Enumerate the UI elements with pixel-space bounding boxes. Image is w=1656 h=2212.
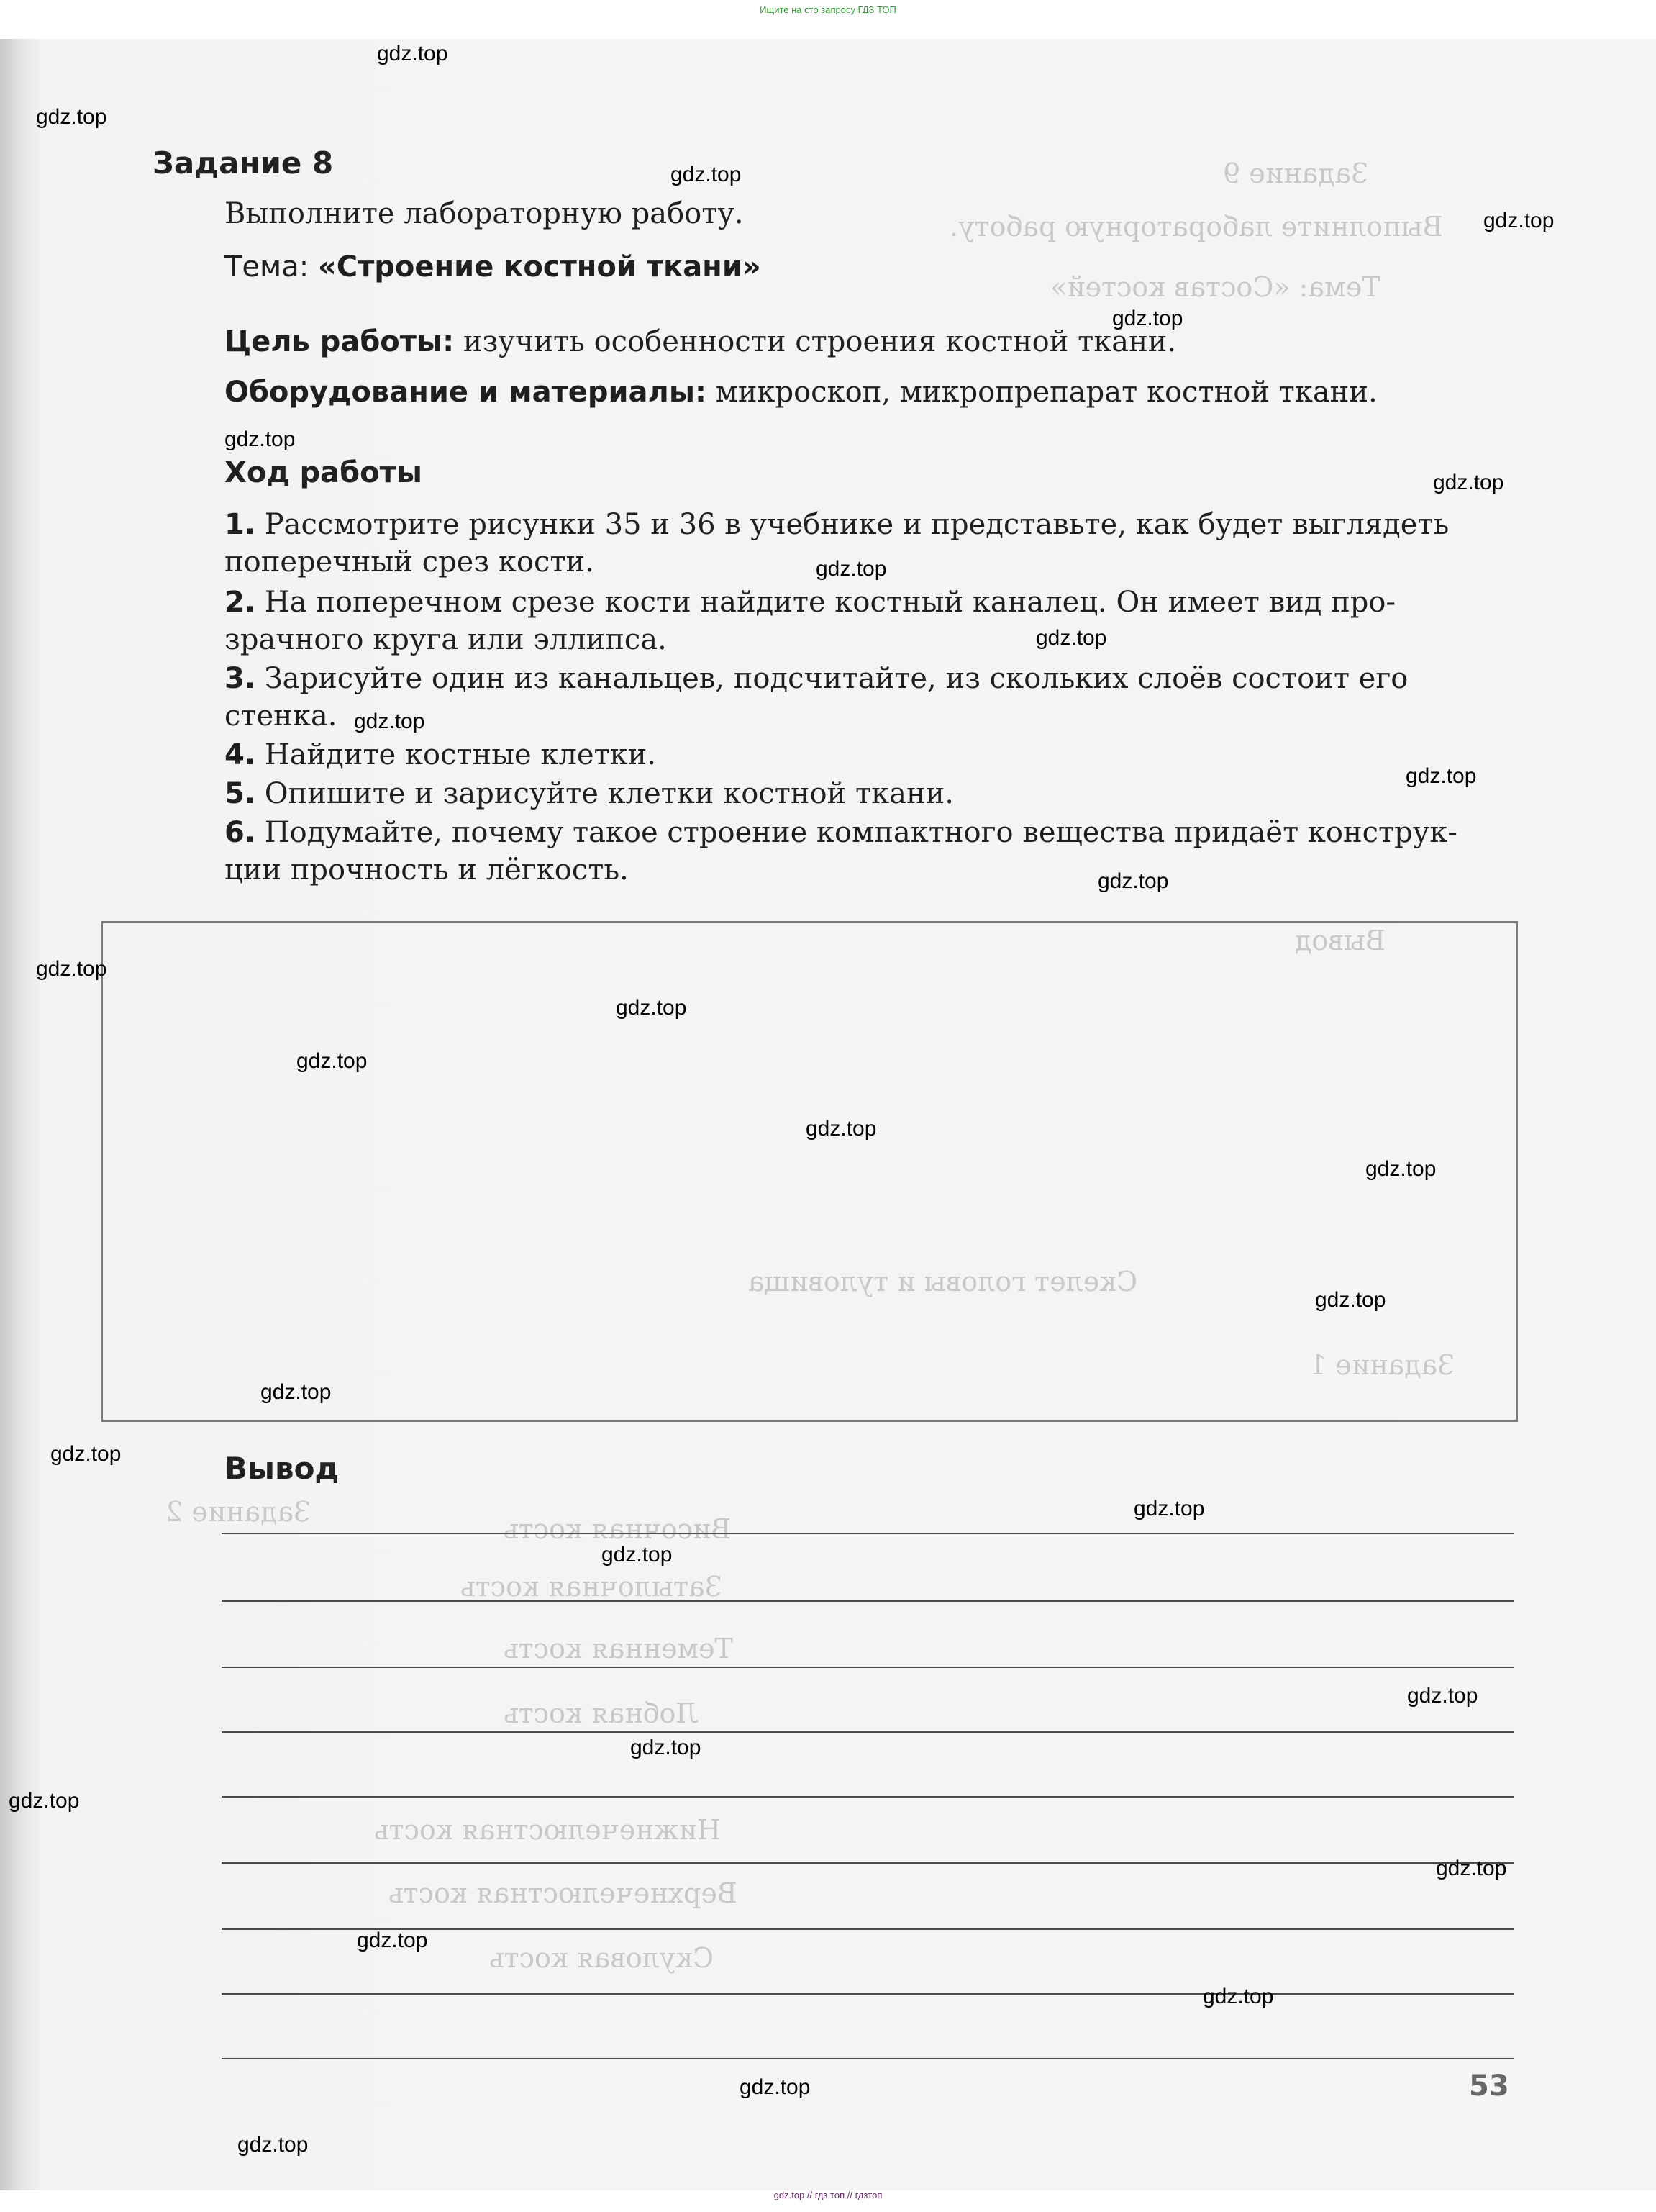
bleed-text: Теменная кость (504, 1633, 733, 1664)
step-3 (224, 662, 1527, 695)
step-text: Зарисуйте один из канальцев, подсчитайте, из скольких слоёв состоит его (264, 662, 1409, 695)
watermark: gdz.top (1112, 307, 1183, 330)
step-6-cont: ции прочность и лёгкость. (224, 853, 629, 887)
bleed-text: Выполните лабораторную работу. (950, 211, 1443, 242)
bleed-text: Задание 2 (165, 1496, 311, 1528)
topic-line (224, 250, 1527, 284)
step-2 (224, 586, 1527, 619)
page-number: 53 (1469, 2070, 1509, 2103)
bleed-text: Верхнечелюстная кость (388, 1877, 737, 1909)
watermark: gdz.top (1315, 1288, 1386, 1312)
step-text: Найдите костные клетки. (264, 738, 657, 771)
equipment-label: Оборудование и материалы: (224, 376, 706, 409)
bleed-text: Височная кость (504, 1513, 732, 1545)
bleed-text: Задание 9 (1223, 158, 1368, 189)
bleed-text: Вывод (1295, 925, 1386, 956)
header-search-note: Ищите на сто запросу ГДЗ ТОП (760, 4, 896, 15)
watermark: gdz.top (296, 1049, 368, 1073)
watermark: gdz.top (670, 163, 742, 186)
answer-line[interactable] (222, 1533, 1514, 1534)
conclusion-title: Вывод (224, 1451, 340, 1486)
watermark: gdz.top (1436, 1857, 1507, 1880)
step-number: 4. (224, 738, 256, 771)
step-text: Опишите и зарисуйте клетки костной ткани. (264, 777, 954, 810)
watermark: gdz.top (260, 1380, 332, 1404)
step-4 (224, 738, 1527, 771)
watermark: gdz.top (1203, 1985, 1274, 2008)
watermark: gdz.top (224, 427, 296, 451)
topic-text: «Строение костной ткани» (317, 250, 761, 284)
footer-note: gdz.top // гдз топ // гдзтоп (773, 2190, 883, 2200)
answer-line[interactable] (222, 1862, 1514, 1864)
task-title: Задание 8 (153, 145, 334, 181)
watermark: gdz.top (1433, 471, 1504, 494)
step-number: 5. (224, 777, 256, 810)
step-number: 2. (224, 586, 256, 619)
step-3-cont: стенка. (224, 699, 337, 733)
step-1-cont: поперечный срез кости. (224, 545, 594, 579)
watermark: gdz.top (1098, 869, 1169, 893)
answer-line[interactable] (222, 1796, 1514, 1798)
step-6 (224, 816, 1527, 849)
watermark: gdz.top (50, 1442, 122, 1466)
watermark: gdz.top (806, 1117, 877, 1141)
bleed-text: Лобная кость (504, 1697, 699, 1729)
step-1 (224, 508, 1527, 541)
watermark: gdz.top (237, 2133, 309, 2157)
bleed-text: Затылочная кость (460, 1571, 722, 1603)
watermark: gdz.top (36, 105, 107, 129)
answer-line[interactable] (222, 1667, 1514, 1668)
step-text: Подумайте, почему такое строение компактного вещества придаёт конструк- (264, 816, 1457, 849)
watermark: gdz.top (616, 996, 687, 1020)
step-number: 3. (224, 662, 256, 695)
bleed-text: Нижнечелюстная кость (374, 1814, 722, 1846)
task-intro: Выполните лабораторную работу. (224, 197, 744, 230)
procedure-title: Ход работы (224, 456, 422, 489)
bleed-text: Задание 1 (1309, 1349, 1455, 1381)
step-5 (224, 777, 1527, 810)
bleed-text: Тема: «Состав костей» (1050, 271, 1380, 303)
workbook-page (0, 39, 1656, 2190)
bleed-text: Скуловая кость (489, 1942, 714, 1974)
step-number: 1. (224, 508, 256, 541)
watermark: gdz.top (1365, 1157, 1437, 1181)
drawing-area[interactable] (101, 921, 1518, 1422)
watermark: gdz.top (357, 1928, 428, 1952)
step-text: На поперечном срезе кости найдите костный каналец. Он имеет вид про- (264, 586, 1396, 619)
watermark: gdz.top (9, 1789, 80, 1813)
step-number: 6. (224, 816, 256, 849)
watermark: gdz.top (354, 710, 425, 733)
answer-line[interactable] (222, 2058, 1514, 2059)
watermark: gdz.top (1406, 764, 1477, 788)
watermark: gdz.top (1134, 1497, 1205, 1520)
watermark: gdz.top (377, 42, 448, 65)
watermark: gdz.top (630, 1736, 701, 1759)
goal-line (224, 325, 1527, 358)
answer-line[interactable] (222, 1731, 1514, 1733)
watermark: gdz.top (36, 957, 107, 981)
step-text: Рассмотрите рисунки 35 и 36 в учебнике и представьте, как будет выглядеть (264, 508, 1450, 541)
equipment-text: микроскоп, микропрепарат костной ткани. (706, 376, 1378, 409)
watermark: gdz.top (740, 2075, 811, 2099)
bleed-text: Скелет головы и туловища (748, 1266, 1138, 1297)
goal-text: изучить особенности строения костной ткани. (454, 325, 1177, 358)
goal-label: Цель работы: (224, 325, 455, 358)
watermark: gdz.top (1407, 1684, 1478, 1708)
step-2-cont: зрачного круга или эллипса. (224, 623, 667, 656)
equipment-line (224, 376, 1527, 409)
watermark: gdz.top (1036, 626, 1107, 650)
watermark: gdz.top (816, 557, 887, 581)
answer-line[interactable] (222, 1600, 1514, 1602)
watermark: gdz.top (1483, 209, 1555, 232)
topic-label: Тема: (224, 250, 318, 284)
watermark: gdz.top (601, 1543, 673, 1567)
answer-line[interactable] (222, 1993, 1514, 1995)
